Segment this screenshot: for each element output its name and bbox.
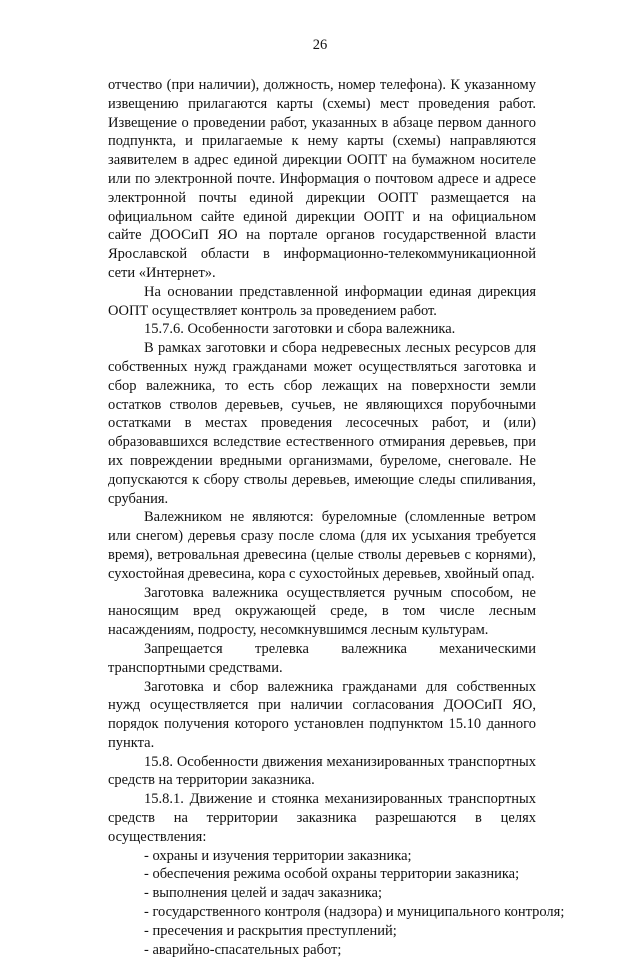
paragraph-deadwood-collection: В рамках заготовки и сбора недревесных лесных ресурсов для собственных нужд гражданами может осуществляться заготовка и сбор валежника, то есть сбор лежащих на поверхности земли остатков стволов деревьев, сучьев, не являющихся порубочными остатками в местах проведения лесосечных работ, и (или) образовавшихся вследствие естественного отмирания деревьев, при их повреждении вредными организмами, буреломе, снеговале. Не допускаются к сбору стволы деревьев, имеющие следы спиливания, срубания. (108, 340, 536, 507)
paragraph-skidding-prohibited: Запрещается трелевка валежника механическими транспортными средствами. (108, 640, 536, 676)
paragraph-manual-method: Заготовка валежника осуществляется ручным способом, не наносящим вред окружающей среде, в том числе лесным насаждениям, подросту, несомкнувшимся лесным культурам. (108, 584, 536, 639)
paragraph-control: На основании представленной информации единая дирекция ООПТ осуществляет контроль за проведением работ. (108, 283, 536, 319)
list-item: - обеспечения режима особой охраны территории заказника; (144, 866, 520, 883)
list-item: - пресечения и раскрытия преступлений; (144, 922, 397, 939)
section-heading-15-8-1: 15.8.1. Движение и стоянка механизированных транспортных средств на территории заказника разрешаются в целях осуществления: (108, 791, 536, 845)
paragraph-not-deadwood: Валежником не являются: буреломные (сломленные ветром или снегом) деревья сразу после слома (для их усыхания требуется время), ветровальная древесина (целые стволы деревьев с корнями), сухостойная древесина, кора с сухостойных деревьев, хвойный опад. (108, 509, 536, 582)
paragraph-approval-required: Заготовка и сбор валежника гражданами для собственных нужд осуществляется при наличии согласования ДООСиП ЯО, порядок получения которого установлен подпунктом 15.10 данного пункта. (108, 678, 536, 751)
section-heading-15-8: 15.8. Особенности движения механизированных транспортных средств на территории заказника. (108, 753, 536, 789)
page-number: 26 (312, 37, 328, 53)
list-item: - охраны и изучения территории заказника; (144, 847, 412, 864)
paragraph-notice-continuation: отчество (при наличии), должность, номер телефона). К указанному извещению прилагаются карты (схемы) мест проведения работ. Извещение о проведении работ, указанных в абзаце первом данного подпункта, и прилагаемые к нему карты (схемы) направляются заявителем в адрес единой дирекции ООПТ на бумажном носителе или по электронной почте. Информация о почтовом адресе и адресе электронной почты единой дирекции ООПТ размещается на официальном сайте единой дирекции ООПТ и на официальном сайте ДООСиП ЯО на портале органов государственной власти Ярославской области в информационно-телекоммуникационной сети «Интернет». (108, 77, 536, 281)
list-item: - аварийно-спасательных работ; (144, 941, 342, 958)
section-heading-15-7-6: 15.7.6. Особенности заготовки и сбора валежника. (144, 321, 456, 338)
list-item: - государственного контроля (надзора) и муниципального контроля; (144, 904, 565, 921)
document-body (108, 76, 565, 959)
list-item: - выполнения целей и задач заказника; (144, 885, 383, 902)
